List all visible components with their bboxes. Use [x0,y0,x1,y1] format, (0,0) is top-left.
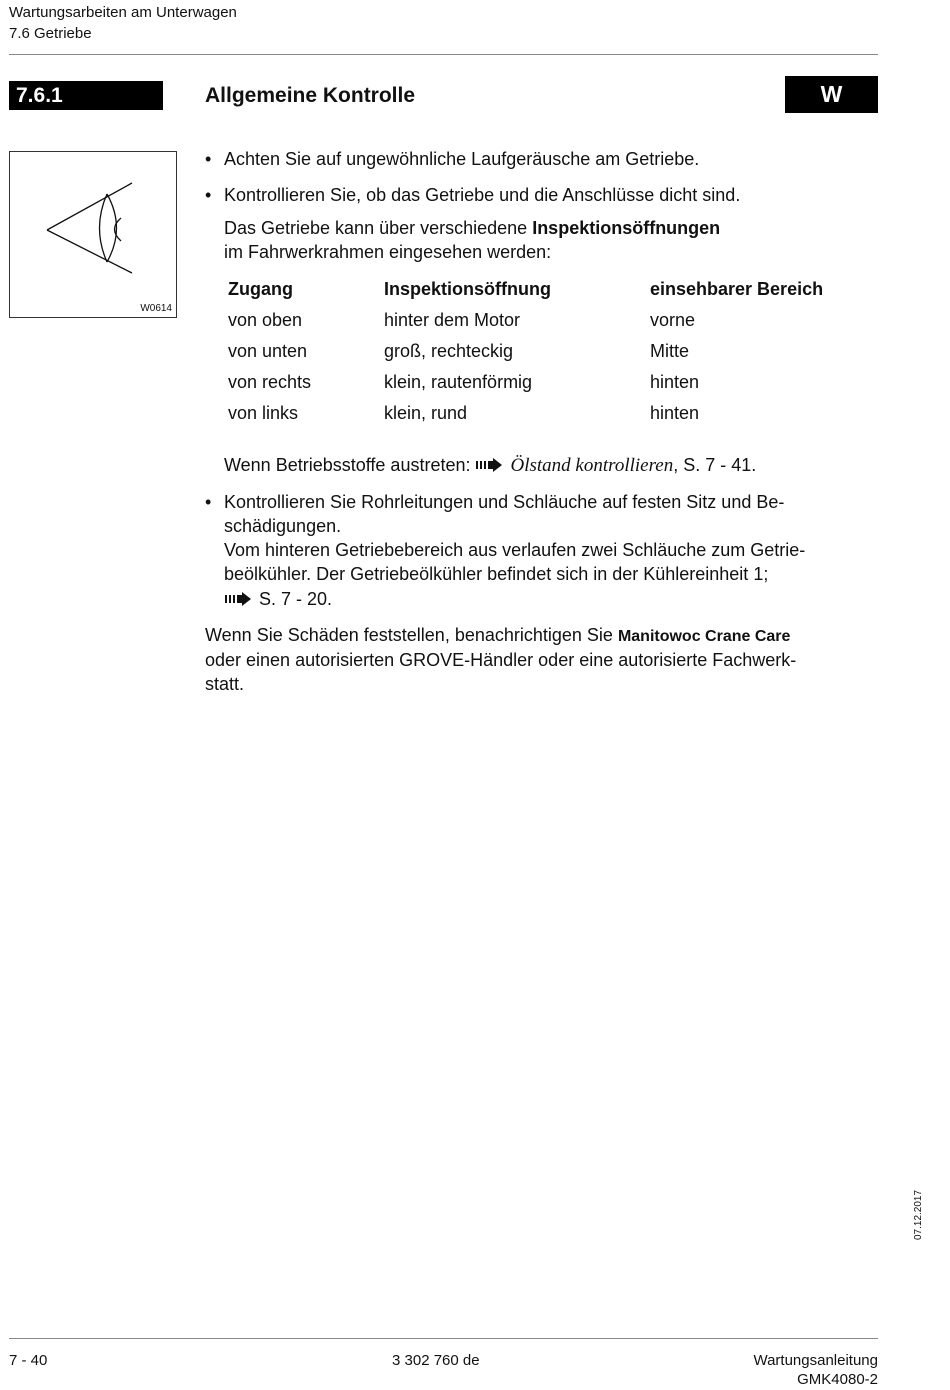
table-cell: Mitte [650,341,690,361]
cooler-reference [224,587,879,612]
oil-level-link[interactable]: Ölstand kontrollieren [510,455,674,476]
bullet-dot: • [205,492,212,512]
footer-doc-number: 3 302 760 de [392,1352,480,1369]
maintenance-badge: W [785,76,878,113]
inspection-intro-text: Das Getriebe kann über verschiedene [224,218,533,238]
closing-text: Wenn Sie Schäden feststellen, benachrichtigen Sie [205,625,618,645]
table-cell: klein, rautenförmig [384,372,533,392]
table-header-opening: Inspektionsöffnung [384,279,551,299]
inspection-intro [224,216,879,240]
table-header-access: Zugang [228,279,293,299]
table-cell: von unten [228,341,308,361]
bullet-hoses-line1: Kontrollieren Sie Rohrleitungen und Schläuche auf festen Sitz und Be- [224,492,785,512]
inspection-intro-line2: im Fahrwerkrahmen eingesehen werden: [224,242,552,262]
figure-code: W0614 [140,303,172,314]
cross-reference-arrow-icon [224,588,254,612]
table-header-area: einsehbarer Bereich [650,279,824,299]
closing-line2: oder einen autorisierten GROVE-Händler oder eine autorisierte Fachwerk- [205,650,797,670]
footer-model: GMK4080-2 [797,1371,878,1388]
section-number: 7.6.1 [9,81,163,110]
closing-line1 [205,623,875,649]
bullet-dot: • [205,185,212,205]
footer-page-number: 7 - 40 [9,1352,48,1369]
bullet-hoses-line2: schädigungen. [224,516,342,536]
section-title: Allgemeine Kontrolle [205,84,416,107]
table-cell: hinten [650,372,700,392]
bullet-hoses-line3: Vom hinteren Getriebebereich aus verlaufen zwei Schläuche zum Getrie- [224,540,806,560]
cooler-reference-page[interactable]: S. 7 - 20. [259,589,333,609]
leak-reference [224,453,879,478]
bullet-dot: • [205,149,212,169]
table-cell: vorne [650,310,696,330]
inspection-figure [9,151,177,318]
cross-reference-arrow-icon [475,454,505,478]
bullet-noise-check: Achten Sie auf ungewöhnliche Laufgeräusche am Getriebe. [224,149,700,169]
table-cell: hinter dem Motor [384,310,521,330]
table-cell: klein, rund [384,403,468,423]
closing-line3: statt. [205,674,245,694]
eye-inspection-icon [10,152,176,317]
leak-reference-text: Wenn Betriebsstoffe austreten: [224,455,476,475]
side-date: 07.12.2017 [913,1189,924,1240]
leak-reference-page: , S. 7 - 41. [673,455,757,475]
bullet-leak-check: Kontrollieren Sie, ob das Getriebe und die Anschlüsse dicht sind. [224,185,741,205]
footer-doc-title: Wartungsanleitung [753,1352,878,1369]
table-cell: von oben [228,310,303,330]
table-cell: hinten [650,403,700,423]
footer-rule [9,1338,878,1339]
header-section: 7.6 Getriebe [9,25,92,42]
header-rule [9,54,878,55]
header-chapter: Wartungsarbeiten am Unterwagen [9,4,237,21]
table-cell: von links [228,403,299,423]
bullet-hoses-line4: beölkühler. Der Getriebeölkühler befindet sich in der Kühlereinheit 1; [224,564,769,584]
table-cell: von rechts [228,372,312,392]
brand-name: Manitowoc Crane Care [617,628,791,645]
inspection-openings-term: Inspektionsöffnungen [532,218,721,238]
table-cell: groß, rechteckig [384,341,514,361]
